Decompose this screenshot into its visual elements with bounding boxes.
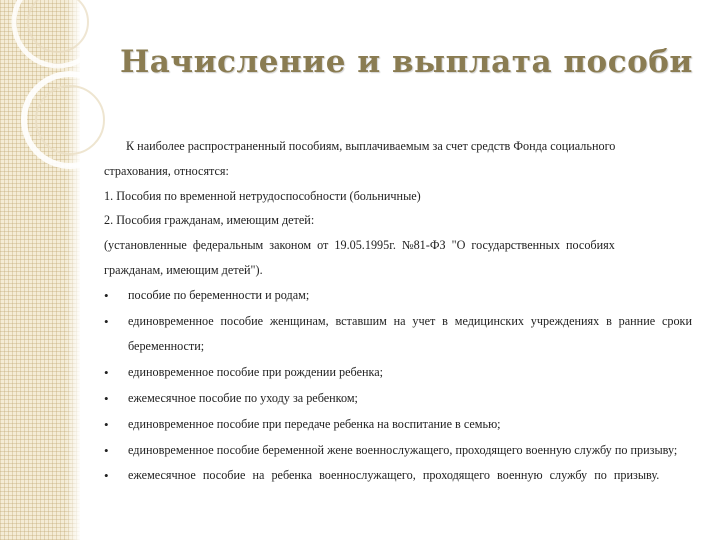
law-note: (установленные федеральным законом от 19.05.1995г. №81-ФЗ "О государственных пособиях	[104, 238, 615, 253]
intro-line: страхования, относятся:	[104, 163, 229, 178]
list-item-text: единовременное пособие женщинам, вставшим на учет в медицинских учреждениях в ранние сроки беременности;	[128, 313, 692, 354]
list-item	[104, 438, 692, 464]
list-item	[104, 360, 692, 386]
list-item	[104, 283, 692, 309]
list-item	[104, 309, 692, 361]
benefits-list	[104, 283, 692, 489]
list-item	[104, 386, 692, 412]
list-item-text: единовременное пособие при передаче ребенка на воспитание в семью;	[128, 416, 501, 431]
law-note: гражданам, имеющим детей").	[104, 262, 263, 277]
bullet-icon: •	[104, 365, 109, 381]
decorative-side-panel	[0, 0, 80, 540]
numbered-item: 2. Пособия гражданам, имеющим детей:	[104, 213, 315, 228]
list-item-text: ежемесячное пособие по уходу за ребенком;	[128, 390, 358, 405]
bullet-icon: •	[104, 313, 109, 329]
slide-body	[104, 134, 692, 489]
bullet-icon: •	[104, 468, 109, 484]
list-item	[104, 463, 692, 489]
slide-title: Начисление и выплата пособи	[120, 44, 693, 80]
list-item	[104, 412, 692, 438]
bullet-icon: •	[104, 390, 109, 406]
list-item-text: ежемесячное пособие на ребенка военнослужащего, проходящего военную службу по призыву.	[128, 468, 660, 483]
bullet-icon: •	[104, 416, 109, 432]
intro-line: К наиболее распространенный пособиям, выплачиваемым за счет средств Фонда социального	[126, 139, 616, 153]
list-item-text: единовременное пособие беременной жене военнослужащего, проходящего военную службу по призыву;	[128, 442, 678, 457]
numbered-item: 1. Пособия по временной нетрудоспособности (больничные)	[104, 188, 421, 203]
bullet-icon: •	[104, 287, 109, 303]
list-item-text: единовременное пособие при рождении ребенка;	[128, 365, 384, 380]
bullet-icon: •	[104, 442, 109, 458]
list-item-text: пособие по беременности и родам;	[128, 287, 310, 302]
